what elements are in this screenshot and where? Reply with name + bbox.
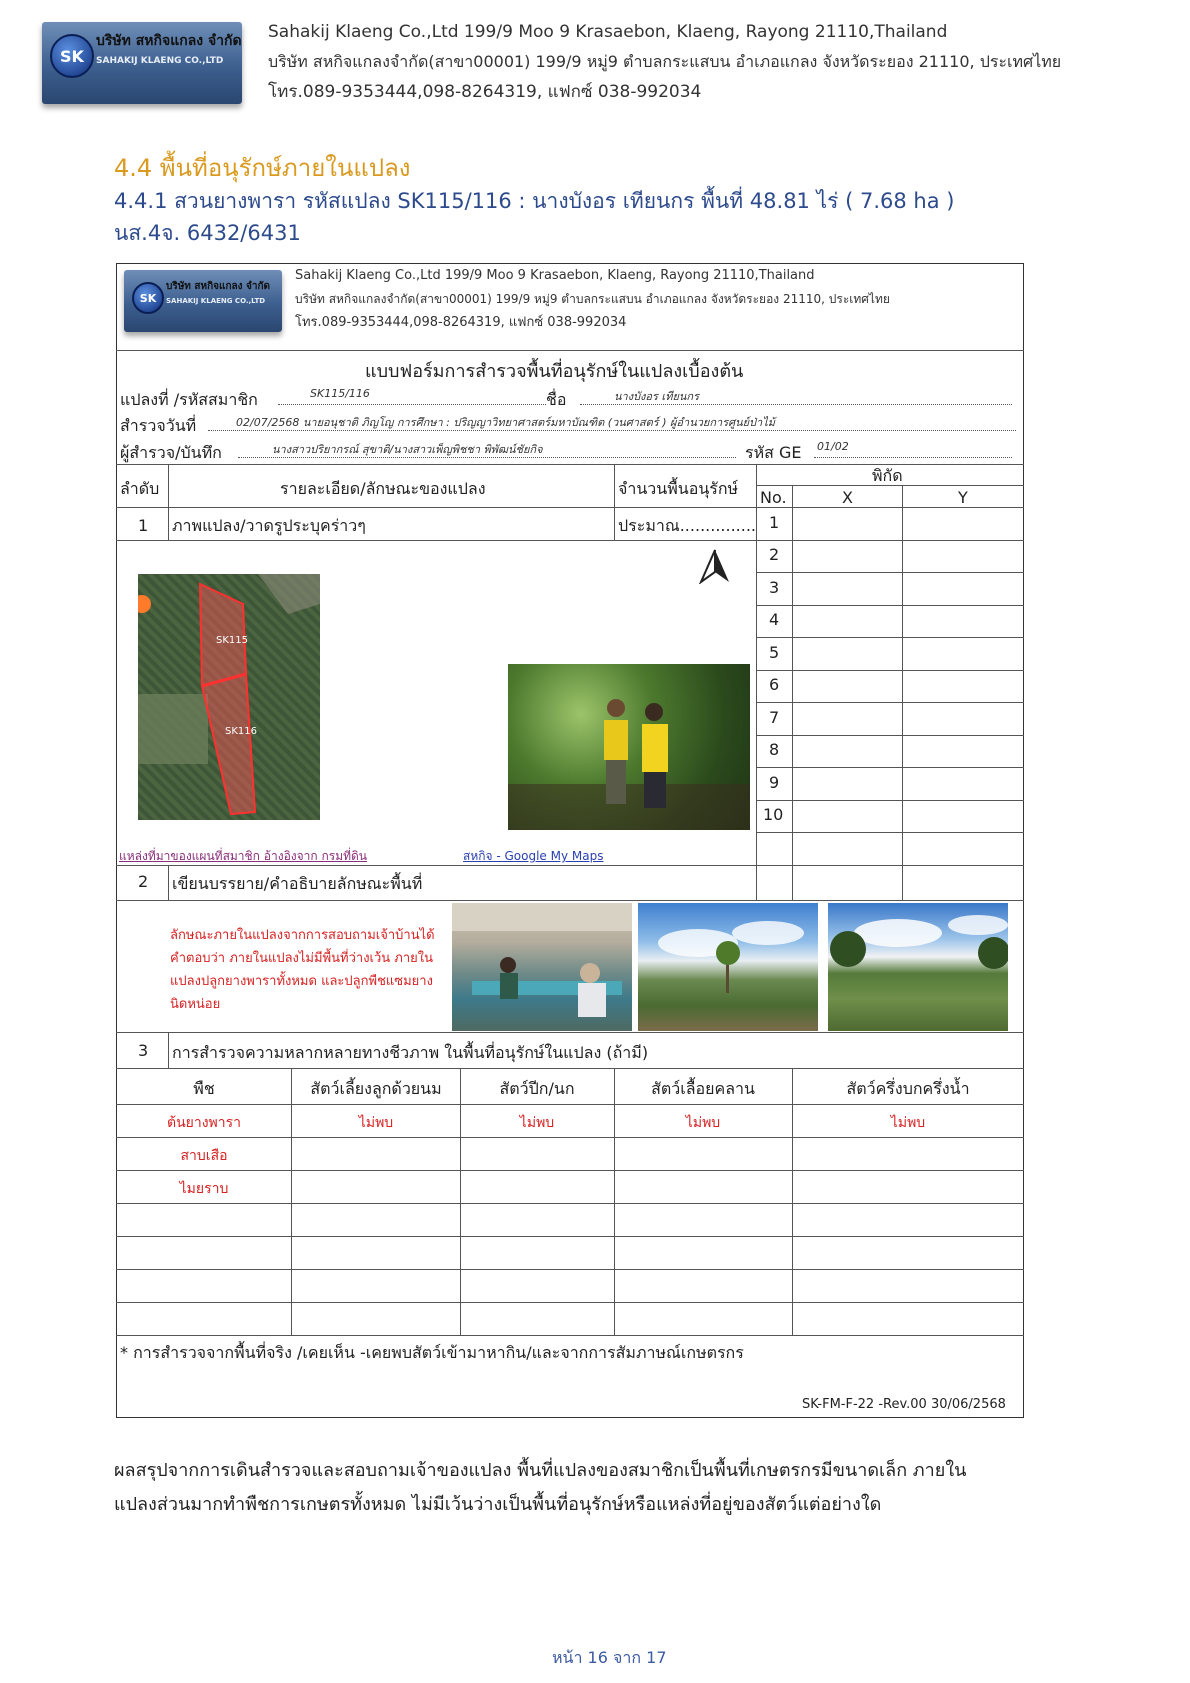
bio-header: สัตว์เลี้ยงลูกด้วยนม: [310, 1079, 442, 1098]
row2-description-line: แปลงปลูกยางพาราทั้งหมด และปลูกพืชแซมยาง: [170, 974, 433, 989]
col-amount: จำนวนพื้นอนุรักษ์: [618, 479, 739, 498]
row1-label: ภาพแปลง/วาดรูประบุคร่าวๆ: [172, 516, 366, 535]
bio-header: สัตว์ครึ่งบกครึ่งน้ำ: [846, 1079, 970, 1098]
section-deed: นส.4จ. 6432/6431: [114, 221, 301, 245]
form-header-line-1: Sahakij Klaeng Co.,Ltd 199/9 Moo 9 Krasaebon, Klaeng, Rayong 21110,Thailand: [295, 268, 815, 283]
bio-cell: ต้นยางพารา: [166, 1115, 242, 1131]
bio-cell: ไม่พบ: [519, 1115, 555, 1131]
map-label-sk115: SK115: [216, 635, 248, 646]
bio-header: สัตว์เลื้อยคลาน: [651, 1079, 755, 1098]
col-x: X: [842, 488, 853, 507]
header-line-2: บริษัท สหกิจแกลงจำกัด(สาขา00001) 199/9 หมู่9 ตำบลกระแสบน อำเภอแกลง จังหวัดระยอง 21110, ประเทศไทย: [268, 52, 1062, 71]
col-y: Y: [958, 488, 968, 507]
form-title: แบบฟอร์มการสำรวจพื้นที่อนุรักษ์ในแปลงเบื้องต้น: [365, 361, 744, 382]
header-line-3: โทร.089-9353444,098-8264319, แฟกซ์ 038-992034: [268, 82, 702, 102]
form-logo: [124, 270, 282, 332]
form-logo-initials: SK: [132, 282, 164, 314]
coord-row-number: 5: [769, 643, 780, 662]
plot-label: แปลงที่ /รหัสสมาชิก: [120, 390, 258, 409]
plot-value: SK115/116: [310, 387, 370, 400]
photo-intercrop-field: [828, 903, 1008, 1031]
bio-cell: ไม่พบ: [685, 1115, 721, 1131]
form-logo-name-en: SAHAKIJ KLAENG CO.,LTD: [166, 297, 266, 305]
survey-form: [116, 263, 1024, 1418]
col-no: No.: [760, 488, 787, 507]
col-detail: รายละเอียด/ลักษณะของแปลง: [280, 479, 486, 498]
coord-row-number: 1: [769, 513, 780, 532]
coord-row-number: 4: [769, 610, 780, 629]
col-order: ลำดับ: [120, 479, 160, 498]
plot-outline: [138, 574, 320, 820]
name-value: นางบังอร เทียนกร: [614, 390, 699, 403]
bio-cell: ไม่พบ: [890, 1115, 926, 1131]
col-coord: พิกัด: [872, 466, 903, 485]
coord-row-number: 3: [769, 578, 780, 597]
photo-rubber-field: [638, 903, 818, 1031]
row2-label: เขียนบรรยาย/คำอธิบายลักษณะพื้นที่: [172, 874, 423, 893]
coord-row-number: 7: [769, 708, 780, 727]
surveyor-label: ผู้สำรวจ/บันทึก: [120, 443, 222, 462]
row3-no: 3: [138, 1041, 149, 1060]
row2-no: 2: [138, 872, 149, 891]
bio-cell: ไม่พบ: [358, 1115, 394, 1131]
header-line-1: Sahakij Klaeng Co.,Ltd 199/9 Moo 9 Krasaebon, Klaeng, Rayong 21110,Thailand: [268, 22, 948, 42]
coord-row-number: 2: [769, 545, 780, 564]
logo-name-en: SAHAKIJ KLAENG CO.,LTD: [96, 56, 224, 66]
ge-label: รหัส GE: [745, 443, 802, 462]
form-header-line-3: โทร.089-9353444,098-8264319, แฟกซ์ 038-992034: [295, 315, 627, 330]
date-label: สำรวจวันที่: [120, 416, 197, 435]
bio-header: พืช: [193, 1079, 215, 1098]
surveyor-value: นางสาวปริยากรณ์ สุขาติ/นางสาวเพ็ญพิชชา พิพัฒน์ชัยกิจ: [272, 443, 543, 456]
form-note: * การสำรวจจากพื้นที่จริง /เคยเห็น -เคยพบสัตว์เข้ามาหากิน/และจากการสัมภาษณ์เกษตรกร: [120, 1343, 744, 1362]
survey-photo-people: [508, 664, 750, 830]
row1-amount: ประมาณ...............: [618, 516, 757, 535]
google-my-maps-link[interactable]: สหกิจ - Google My Maps: [463, 849, 604, 863]
doc-code: SK-FM-F-22 -Rev.00 30/06/2568: [802, 1397, 1006, 1412]
bio-cell: ไมยราบ: [179, 1181, 229, 1197]
summary-line-1: ผลสรุปจากการเดินสำรวจและสอบถามเจ้าของแปลง พื้นที่แปลงของสมาชิกเป็นพื้นที่เกษตรกรมีขนาดเล็ก ภายใน: [114, 1460, 967, 1481]
row2-description-line: คำตอบว่า ภายในแปลงไม่มีพื้นที่ว่างเว้น ภายใน: [170, 951, 434, 966]
summary-line-2: แปลงส่วนมากทำพืชการเกษตรทั้งหมด ไม่มีเว้นว่างเป็นพื้นที่อนุรักษ์หรือแหล่งที่อยู่ของสัตว์แต่อย่างใด: [114, 1494, 882, 1515]
coord-row-number: 8: [769, 740, 780, 759]
form-logo-name-th: บริษัท สหกิจแกลง จำกัด: [166, 281, 271, 292]
bio-cell: สาบเสือ: [180, 1148, 228, 1164]
row1-no: 1: [138, 516, 149, 535]
logo-name-th: บริษัท สหกิจแกลง จำกัด: [96, 33, 242, 49]
date-value: 02/07/2568 นายอนุชาติ ภิญโญ การศึกษา : ปริญญาวิทยาศาสตร์มหาบัณฑิต (วนศาสตร์ ) ผู้อำนวยการศูนย์ป่าไม้: [236, 416, 775, 429]
coord-row-number: 10: [763, 805, 784, 824]
north-arrow-icon: [698, 548, 732, 584]
row3-label: การสำรวจความหลากหลายทางชีวภาพ ในพื้นที่อนุรักษ์ในแปลง (ถ้ามี): [172, 1043, 649, 1062]
map-source-link[interactable]: แหล่งที่มาของแผนที่สมาชิก อ้างอิงจาก กรมที่ดิน: [119, 849, 368, 863]
plot-map-image: [138, 574, 320, 820]
ge-value: 01/02: [817, 440, 849, 453]
bio-header: สัตว์ปีก/นก: [499, 1079, 575, 1098]
page-number: หน้า 16 จาก 17: [552, 1648, 667, 1667]
row2-description-line: ลักษณะภายในแปลงจากการสอบถามเจ้าบ้านได้: [170, 928, 435, 943]
logo-initials: SK: [50, 34, 94, 78]
name-label: ชื่อ: [546, 390, 567, 409]
coord-row-number: 6: [769, 675, 780, 694]
coord-row-number: 9: [769, 773, 780, 792]
map-label-sk116: SK116: [225, 726, 257, 737]
photo-interview: [452, 903, 632, 1031]
section-title: 4.4 พื้นที่อนุรักษ์ภายในแปลง: [114, 154, 411, 182]
company-logo: [42, 22, 242, 104]
row2-description-line: นิดหน่อย: [170, 997, 221, 1012]
section-subtitle: 4.4.1 สวนยางพารา รหัสแปลง SK115/116 : นางบังอร เทียนกร พื้นที่ 48.81 ไร่ ( 7.68 ha ): [114, 189, 955, 213]
form-header-line-2: บริษัท สหกิจแกลงจำกัด(สาขา00001) 199/9 หมู่9 ตำบลกระแสบน อำเภอแกลง จังหวัดระยอง 21110, ประเทศไทย: [295, 292, 890, 306]
